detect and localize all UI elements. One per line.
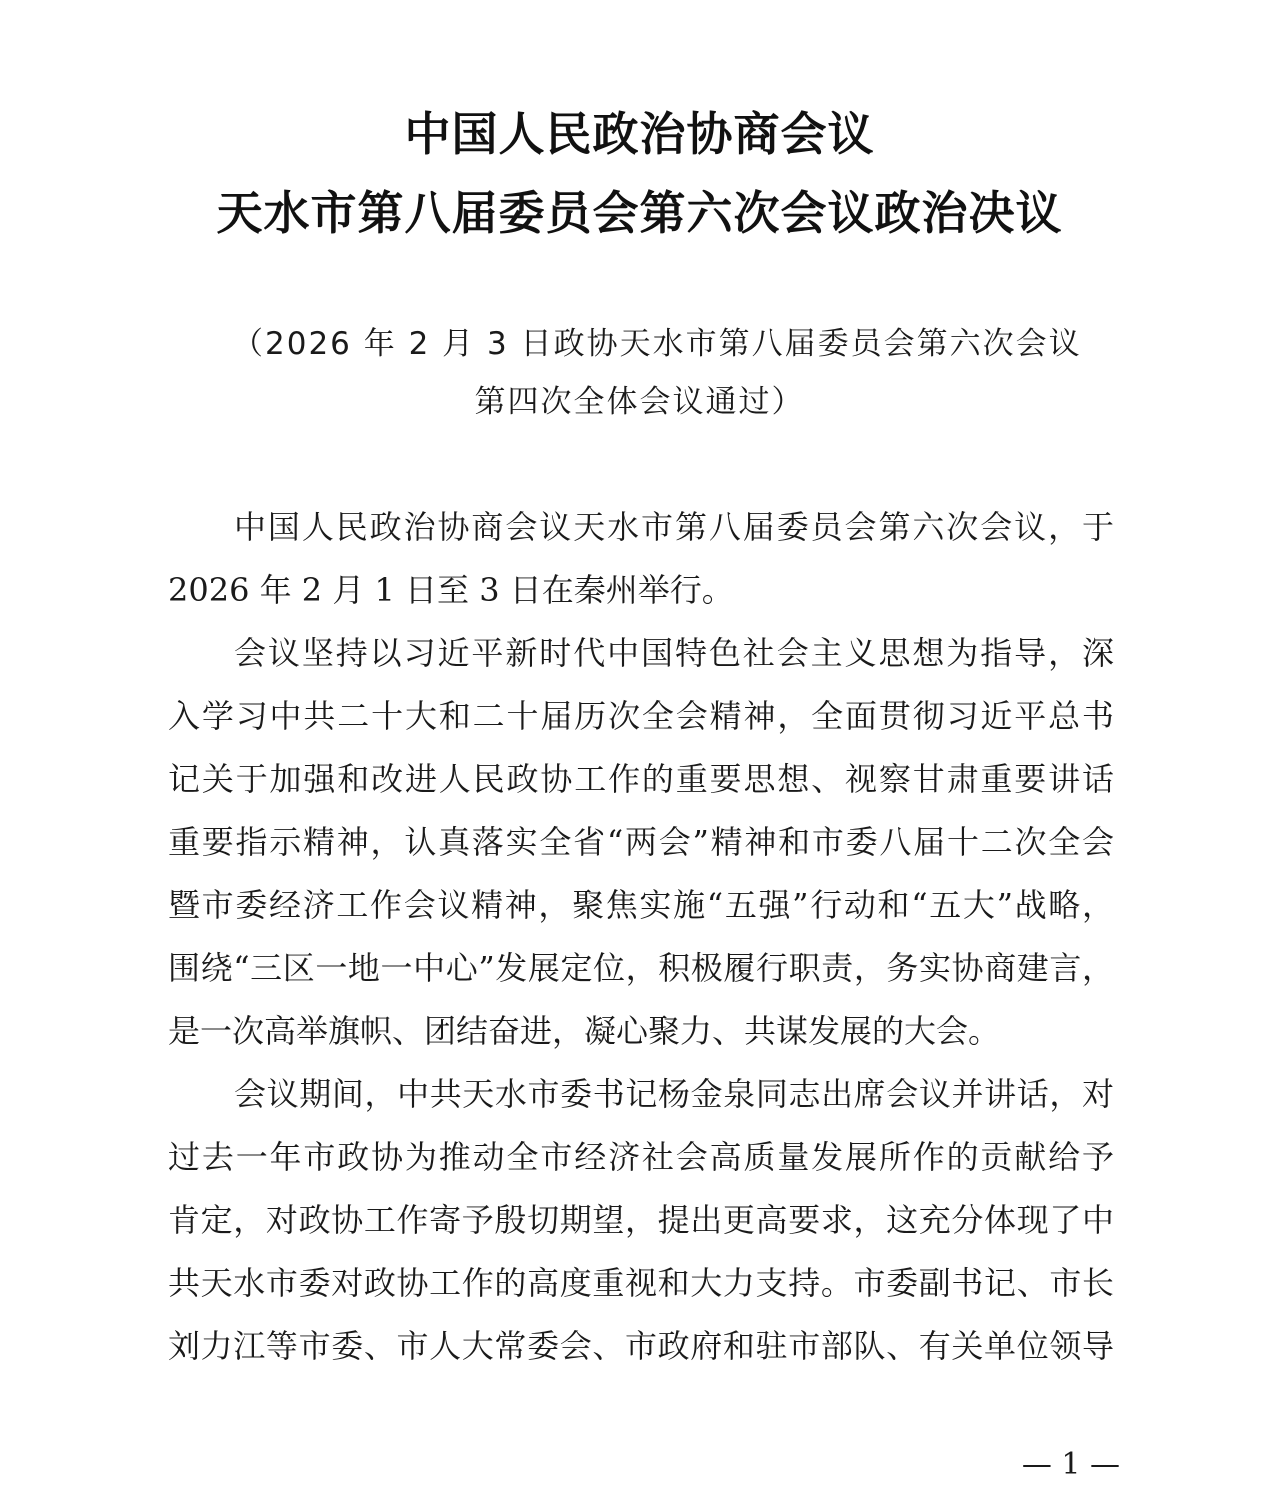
body-line-14: 刘力江等市委、市人大常委会、市政府和驻市部队、有关单位领导 bbox=[168, 1327, 1114, 1365]
body-line-4: 入学习中共二十大和二十届历次全会精神，全面贯彻习近平总书 bbox=[168, 697, 1114, 735]
body-line-11: 过去一年市政协为推动全市经济社会高质量发展所作的贡献给予 bbox=[168, 1138, 1114, 1176]
body-line-6: 重要指示精神，认真落实全省“两会”精神和市委八届十二次全会 bbox=[168, 823, 1114, 861]
body-line-9: 是一次高举旗帜、团结奋进，凝心聚力、共谋发展的大会。 bbox=[168, 1012, 1001, 1050]
body-line-10: 会议期间，中共天水市委书记杨金泉同志出席会议并讲话，对 bbox=[234, 1075, 1114, 1113]
body-line-1: 中国人民政治协商会议天水市第八届委员会第六次会议，于 bbox=[234, 508, 1114, 546]
document-title-line-1: 中国人民政治协商会议 bbox=[404, 107, 875, 161]
body-line-2: 2026 年 2 月 1 日至 3 日在秦州举行。 bbox=[168, 571, 734, 609]
body-line-5: 记关于加强和改进人民政协工作的重要思想、视察甘肃重要讲话 bbox=[168, 760, 1114, 798]
adoption-note-line-2: 第四次全体会议通过） bbox=[474, 384, 805, 420]
body-line-12: 肯定，对政协工作寄予殷切期望，提出更高要求，这充分体现了中 bbox=[168, 1201, 1114, 1239]
adoption-note-line-1: （2026 年 2 月 3 日政协天水市第八届委员会第六次会议 bbox=[232, 326, 1082, 362]
document-title-line-2: 天水市第八届委员会第六次会议政治决议 bbox=[216, 186, 1063, 240]
body-line-7: 暨市委经济工作会议精神，聚焦实施“五强”行动和“五大”战略， bbox=[168, 886, 1114, 924]
body-line-13: 共天水市委对政协工作的高度重视和大力支持。市委副书记、市长 bbox=[168, 1264, 1114, 1302]
page-number: — 1 — bbox=[1021, 1447, 1120, 1482]
body-line-8: 围绕“三区一地一中心”发展定位，积极履行职责，务实协商建言， bbox=[168, 949, 1114, 987]
body-line-3: 会议坚持以习近平新时代中国特色社会主义思想为指导，深 bbox=[234, 634, 1114, 672]
